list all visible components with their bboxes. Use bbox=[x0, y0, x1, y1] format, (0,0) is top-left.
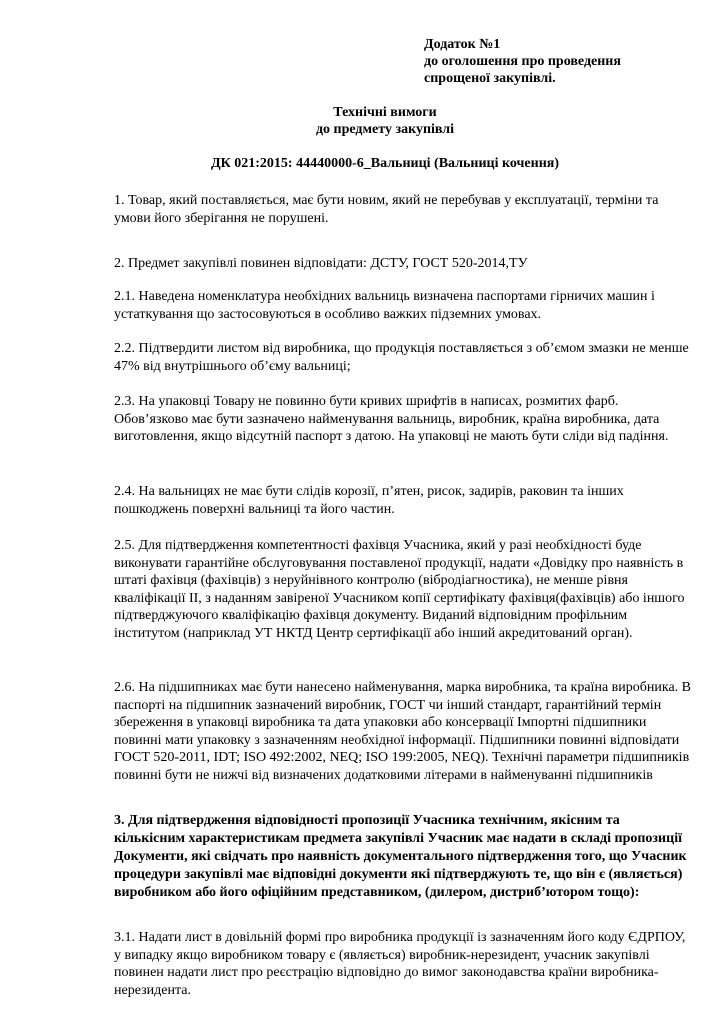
paragraph-1: 1. Товар, який поставляється, має бути новим, який не перебував у експлуатації, терміни та умови його зберігання не порушені. bbox=[114, 193, 659, 226]
paragraph-3: 3. Для підтвердження відповідності пропозиції Учасника технічним, якісним та кількісним характеристикам предмета закупівлі Учасник має надати в складі пропозиції Документи, які свідчать про наявність документального підтвердження того, що Учасник процедури закупівлі має відповідні документи які підтверджують те, що він є (являється) виробником або його офіційним представником, (дилером, дистриб’ютором тощо): bbox=[114, 813, 687, 900]
paragraph-2-6: 2.6. На підшипниках має бути нанесено найменування, марка виробника, та країна виробника. В паспорті на підшипник зазначений виробник, ГОСТ чи інший стандарт, гарантійний термін збереження в упаковці виробника та дата упаковки або консервації Імпортні підшипники повинні мати упаковку з зазначенням необхідної інформації. Підшипники повинні відповідати ГОСТ 520-2011, IDT; ISO 492:2002, NEQ; ISO 199:2005, NEQ). Технічні параметри підшипників повинні бути не нижчі від визначених додатковими літерами в найменуванні підшипників bbox=[114, 680, 692, 783]
paragraph-2-1: 2.1. Наведена номенклатура необхідних вальниць визначена паспортами гірничих машин і устаткування що застосовуються в особливо важких підземних умовах. bbox=[114, 289, 655, 322]
annex-number: Додаток №1 bbox=[424, 37, 501, 52]
annex-header bbox=[424, 36, 621, 87]
annex-reference: до оголошення про проведення bbox=[424, 54, 621, 69]
annex-procurement-type: спрощеної закупівлі. bbox=[424, 71, 556, 86]
paragraph-3-1: 3.1. Надати лист в довільній формі про виробника продукції із зазначенням його коду ЄДРПОУ, у випадку якщо виробником товару є (являється) виробник-нерезидент, учасник закупівлі повинен надати лист про реєстрацію відповідно до вимог законодавства країни виробника-нерезидента. bbox=[114, 930, 686, 998]
paragraph-2-5: 2.5. Для підтвердження компетентності фахівця Учасника, який у разі необхідності буде виконувати гарантійне обслуговування поставленої продукції, надати «Довідку про наявність в штаті фахівця (фахівців) з неруйнівного контролю (вібродіагностика), не менше рівня кваліфікації ІІ, з наданням завіреної Учасником копії сертифікату фахівця(фахівців) або іншого підтверджуючого кваліфікацію фахівця документу. Виданий відповідним профільним інститутом (наприклад УТ НКТД Центр сертифікації або інший акредитований орган). bbox=[114, 538, 685, 641]
paragraph-2-3: 2.3. На упаковці Товару не повинно бути кривих шрифтів в написах, розмитих фарб. Обов’язково має бути зазначено найменування вальниць, виробник, країна виробника, дата виготовлення, якщо відсутній паспорт з датою. На упаковці не мають бути сліди від падіння. bbox=[114, 394, 669, 445]
document-subtitle: до предмету закупівлі bbox=[315, 122, 455, 137]
paragraph-2-4: 2.4. На вальницях не має бути слідів корозії, п’ятен, рисок, задирів, раковин та інших пошкоджень поверхні вальниці та його частин. bbox=[114, 484, 624, 517]
paragraph-2: 2. Предмет закупівлі повинен відповідати: ДСТУ, ГОСТ 520-2014,ТУ bbox=[114, 256, 528, 271]
paragraph-2-2: 2.2. Підтвердити листом від виробника, що продукція поставляється з об’ємом змазки не менше 47% від внутрішнього об’єму вальниці; bbox=[114, 341, 689, 374]
document-title: Технічні вимоги bbox=[333, 105, 437, 120]
procurement-code: ДК 021:2015: 44440000-6_Вальниці (Вальниці кочення) bbox=[210, 156, 560, 171]
